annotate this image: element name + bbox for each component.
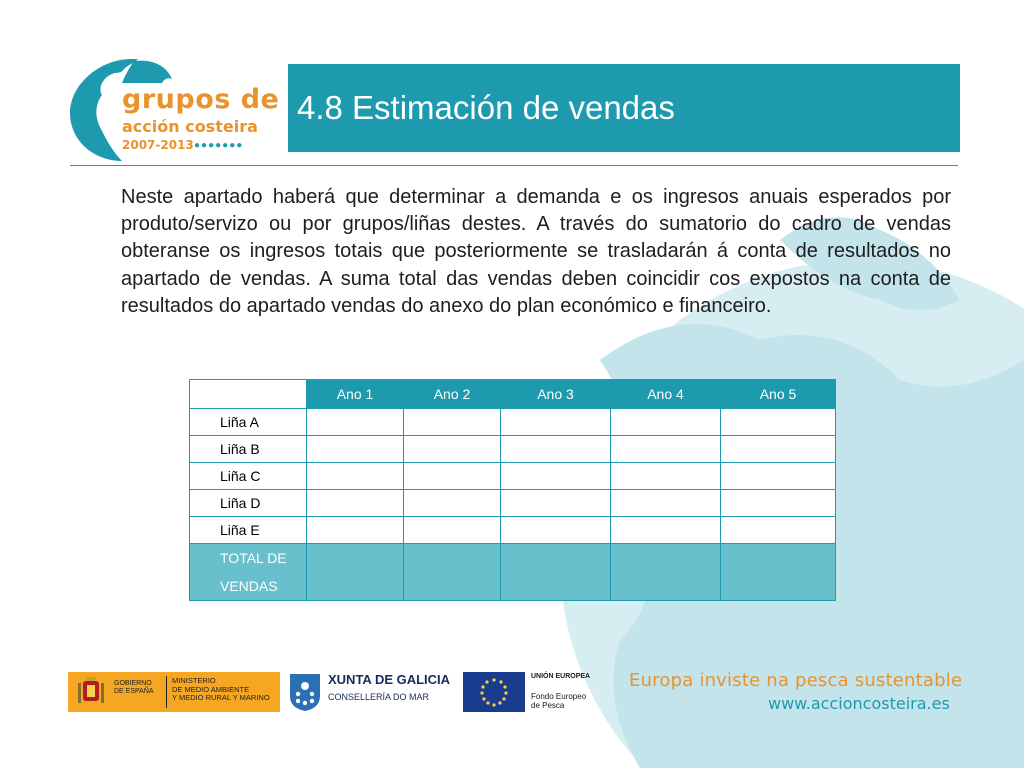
- ministerio-label: MINISTERIO DE MEDIO AMBIENTE Y MEDIO RURAL Y MARINO: [172, 676, 270, 702]
- total-cell[interactable]: [501, 544, 611, 601]
- row-label: Liña E: [190, 517, 307, 544]
- total-label: TOTAL DE VENDAS: [190, 544, 307, 601]
- row-label: Liña B: [190, 436, 307, 463]
- footer-separator: [166, 676, 167, 708]
- row-label: Liña D: [190, 490, 307, 517]
- logo-line-2: acción costeira: [122, 117, 258, 136]
- table-cell[interactable]: [611, 463, 721, 490]
- table-cell[interactable]: [307, 436, 404, 463]
- table-cell[interactable]: [404, 490, 501, 517]
- table-cell[interactable]: [721, 436, 836, 463]
- gobierno-espana-logo: [68, 672, 280, 712]
- total-cell[interactable]: [721, 544, 836, 601]
- table-cell[interactable]: [611, 490, 721, 517]
- row-label: Liña C: [190, 463, 307, 490]
- table-cell[interactable]: [404, 463, 501, 490]
- table-row: [190, 436, 836, 463]
- logo-line-3: 2007-2013: [122, 138, 194, 152]
- table-cell[interactable]: [307, 490, 404, 517]
- eu-title: UNIÓN EUROPEA: [531, 673, 591, 680]
- website-url[interactable]: www.accioncosteira.es: [768, 694, 950, 713]
- slogan: Europa inviste na pesca sustentable: [629, 670, 963, 691]
- title-banner: [288, 64, 960, 152]
- table-cell[interactable]: [501, 409, 611, 436]
- table-cell[interactable]: [611, 436, 721, 463]
- intro-paragraph: Neste apartado haberá que determinar a demanda e os ingresos anuais esperados por produto/servizo ou por grupos/liñas destes. A través do sumatorio do cadro de vendas obteranse os ingresos totais que posteriormente se trasladarán á conta de resultados no apartado de vendas. A suma total das vendas deben coincidir cos expostos na conta de resultados do apartado vendas do anexo do plan económico e financeiro.: [121, 186, 951, 317]
- xunta-subtitle: CONSELLERÍA DO MAR: [328, 692, 430, 702]
- xunta-galicia-shield-icon: [288, 672, 322, 712]
- table-cell[interactable]: [501, 517, 611, 544]
- table-cell[interactable]: [404, 409, 501, 436]
- table-header-cell: Ano 2: [404, 380, 501, 409]
- total-cell[interactable]: [404, 544, 501, 601]
- table-total-row: [190, 544, 836, 601]
- table-row: [190, 409, 836, 436]
- table-row: [190, 490, 836, 517]
- table-row: [190, 463, 836, 490]
- grupos-accion-costeira-logo-icon: [64, 55, 264, 165]
- table-header-cell: Ano 1: [307, 380, 404, 409]
- eu-flag-icon: [463, 672, 525, 712]
- table-header-cell: Ano 5: [721, 380, 836, 409]
- table-cell[interactable]: [611, 409, 721, 436]
- table-cell[interactable]: [721, 517, 836, 544]
- total-cell[interactable]: [307, 544, 404, 601]
- table-cell[interactable]: [501, 463, 611, 490]
- table-header-cell: Ano 3: [501, 380, 611, 409]
- table-row: [190, 517, 836, 544]
- table-cell[interactable]: [721, 490, 836, 517]
- table-corner-cell: [190, 380, 307, 409]
- table-cell[interactable]: [307, 409, 404, 436]
- total-cell[interactable]: [611, 544, 721, 601]
- header-divider: [70, 165, 958, 166]
- eu-subtitle: Fondo Europeo de Pesca: [531, 692, 587, 710]
- xunta-title: XUNTA DE GALICIA: [328, 672, 451, 687]
- table-cell[interactable]: [501, 490, 611, 517]
- table-header-row: [190, 380, 836, 409]
- table-cell[interactable]: [501, 436, 611, 463]
- logo-line-1: grupos de: [122, 84, 280, 115]
- table-cell[interactable]: [404, 436, 501, 463]
- table-cell[interactable]: [721, 463, 836, 490]
- table-cell[interactable]: [611, 517, 721, 544]
- table-header-cell: Ano 4: [611, 380, 721, 409]
- page-title: 4.8 Estimación de vendas: [297, 89, 675, 126]
- row-label: Liña A: [190, 409, 307, 436]
- table-cell[interactable]: [721, 409, 836, 436]
- table-cell[interactable]: [307, 463, 404, 490]
- spain-coat-of-arms-icon: [74, 675, 108, 709]
- sales-estimation-table: [189, 379, 836, 601]
- table-cell[interactable]: [307, 517, 404, 544]
- table-cell[interactable]: [404, 517, 501, 544]
- logo-dots: ●●●●●●●: [194, 140, 244, 151]
- gobierno-label: GOBIERNO DE ESPAÑA: [114, 680, 154, 695]
